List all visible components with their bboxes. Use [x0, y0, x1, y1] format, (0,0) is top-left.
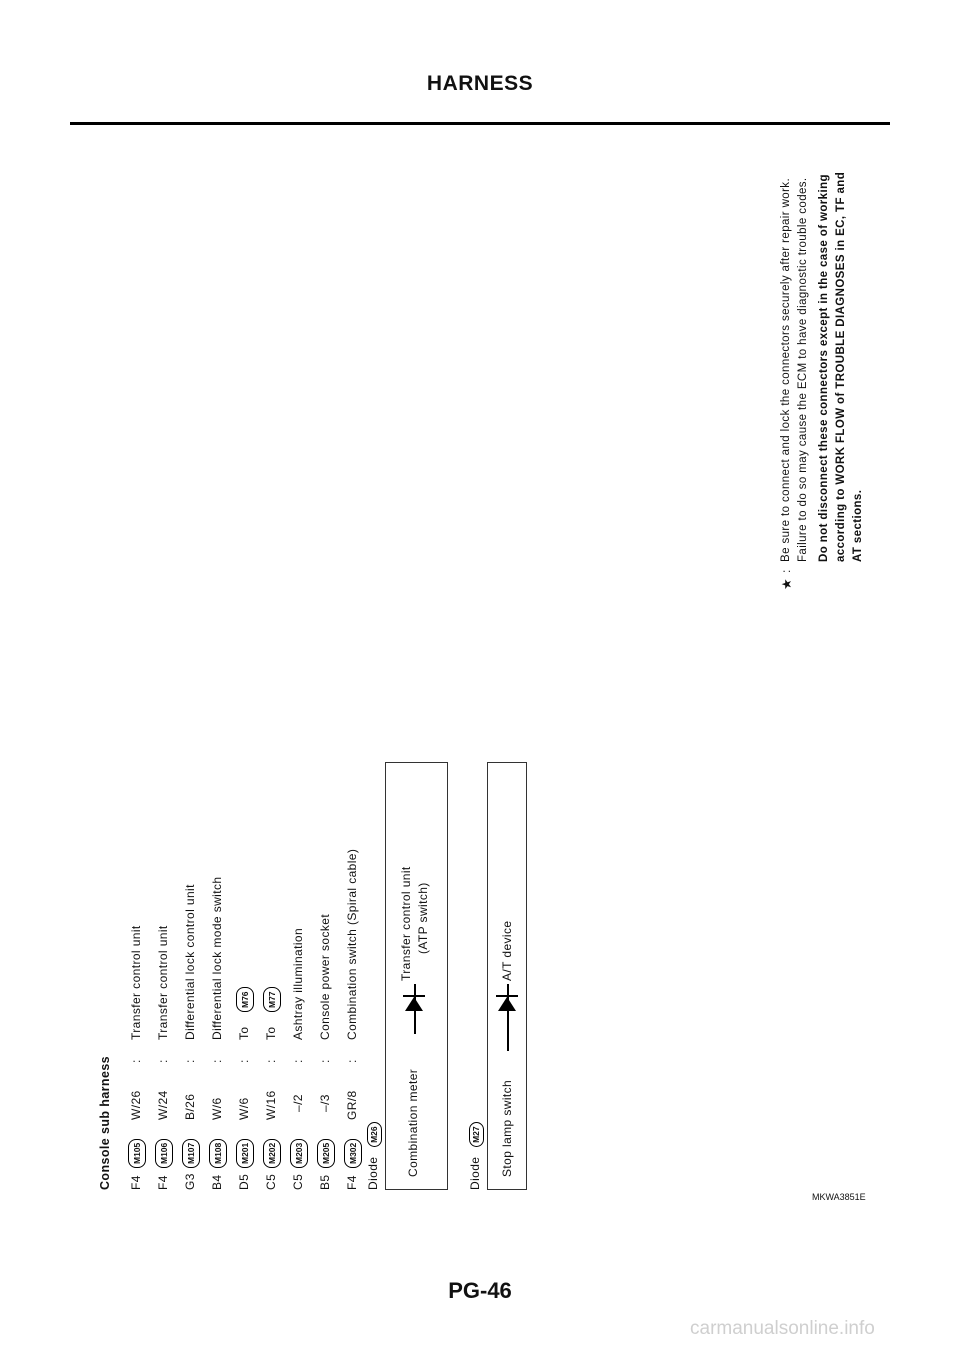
wire-line	[507, 984, 509, 1051]
grid-ref: G3	[183, 1173, 197, 1190]
separator: :	[237, 1059, 251, 1063]
wire-code: W/6	[237, 1097, 251, 1120]
grid-ref: C5	[291, 1173, 305, 1190]
connector-badge: M108	[209, 1139, 227, 1168]
grid-ref: F4	[129, 1175, 143, 1190]
wire-code: –/2	[291, 1094, 305, 1112]
separator: :	[318, 1059, 332, 1063]
note-line: Failure to do so may cause the ECM to have diagnostic trouble codes.	[797, 177, 809, 562]
connector-badge: M202	[263, 1139, 281, 1168]
diode-right-sublabel: (ATP switch)	[416, 882, 430, 954]
wire-code: W/6	[210, 1097, 224, 1120]
grid-ref: D5	[237, 1173, 251, 1190]
separator: :	[210, 1059, 224, 1063]
page-title: HARNESS	[426, 72, 534, 95]
separator: :	[156, 1059, 170, 1063]
description: Differential lock mode switch	[210, 876, 224, 1040]
wire-code: –/3	[318, 1094, 332, 1112]
description: Differential lock control unit	[183, 884, 197, 1040]
wire-code: W/24	[156, 1090, 170, 1120]
diode-connector-badge: M26	[367, 1122, 382, 1147]
diode-label: Diode M26	[366, 1122, 382, 1190]
watermark: carmanualsonline.info	[690, 1318, 875, 1339]
target-connector-badge: M76	[236, 987, 254, 1012]
grid-ref: B4	[210, 1174, 224, 1190]
note-line: Be sure to connect and lock the connectors securely after repair work.	[780, 177, 792, 562]
connector-badge: M203	[290, 1139, 308, 1168]
connector-badge: M106	[155, 1139, 173, 1168]
description: Transfer control unit	[129, 925, 143, 1040]
diode-connector-badge: M27	[469, 1122, 484, 1147]
separator: :	[264, 1059, 278, 1063]
diode-box	[385, 762, 448, 1190]
note-separator: :	[779, 569, 793, 573]
separator: :	[183, 1059, 197, 1063]
separator: :	[291, 1059, 305, 1063]
diode-left-label: Combination meter	[406, 1068, 420, 1177]
separator: :	[129, 1059, 143, 1063]
grid-ref: C5	[264, 1173, 278, 1190]
grid-ref: F4	[156, 1175, 170, 1190]
description: Transfer control unit	[156, 925, 170, 1040]
connector-badge: M201	[236, 1139, 254, 1168]
diode-right-label: Transfer control unit	[399, 866, 413, 981]
diode-triangle-icon	[405, 997, 423, 1011]
rotated-content	[60, 120, 864, 1190]
grid-ref: B5	[318, 1174, 332, 1190]
note-bold-line: Do not disconnect these connectors except in the case of working	[818, 174, 830, 562]
description: To	[237, 1026, 251, 1040]
image-code: MKWA3851E	[812, 1192, 866, 1202]
connector-badge: M302	[344, 1139, 362, 1168]
separator: :	[345, 1059, 359, 1063]
wire-code: W/16	[264, 1090, 278, 1120]
diode-box	[487, 762, 527, 1190]
note-bold-line: according to WORK FLOW of TROUBLE DIAGNOSES in EC, TF and	[835, 171, 847, 562]
description: Combination switch (Spiral cable)	[345, 848, 359, 1040]
connector-badge: M107	[182, 1139, 200, 1168]
page-number: PG-46	[448, 1278, 512, 1303]
connector-badge: M205	[317, 1139, 335, 1168]
description: Console power socket	[318, 913, 332, 1040]
diode-bar-icon	[496, 996, 518, 998]
diode-left-label: Stop lamp switch	[500, 1079, 514, 1177]
wire-code: W/26	[129, 1090, 143, 1120]
description: Ashtray illumination	[291, 927, 305, 1040]
connector-badge: M105	[128, 1139, 146, 1168]
wire-code: GR/8	[345, 1090, 359, 1120]
diode-triangle-icon	[498, 997, 516, 1011]
note-bold-line: AT sections.	[852, 489, 864, 562]
diode-bar-icon	[403, 996, 425, 998]
section-title: Console sub harness	[98, 1055, 112, 1190]
star-icon: ★	[779, 577, 794, 590]
diode-label: Diode M27	[468, 1122, 484, 1190]
grid-ref: F4	[345, 1175, 359, 1190]
diode-right-label: A/T device	[500, 920, 514, 981]
description: To	[264, 1026, 278, 1040]
wire-code: B/26	[183, 1093, 197, 1120]
target-connector-badge: M77	[263, 987, 281, 1012]
